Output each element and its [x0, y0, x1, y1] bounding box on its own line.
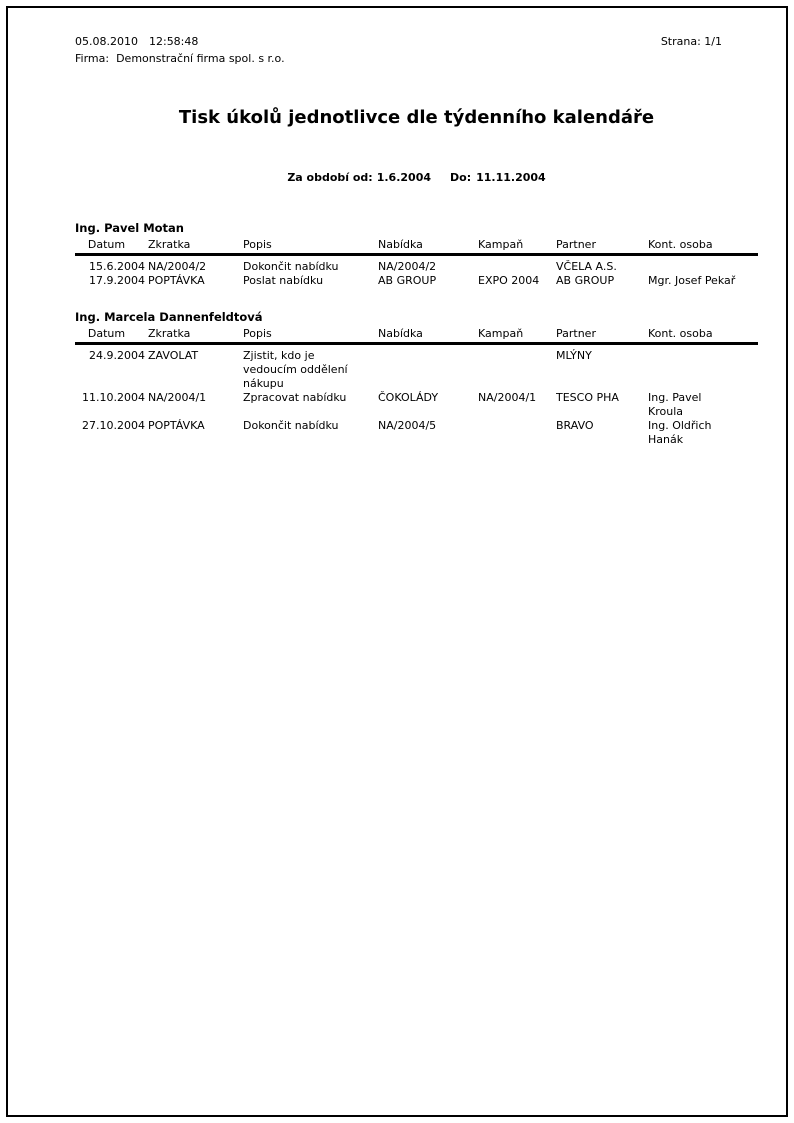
cell-kampan: NA/2004/1 — [478, 391, 537, 404]
cell-kampan — [478, 255, 556, 274]
print-timestamp — [75, 33, 285, 50]
tasks-table — [75, 327, 758, 447]
cell-nabidka — [378, 344, 478, 391]
report-content — [8, 8, 786, 447]
period-to-value: 11.11.2004 — [476, 171, 546, 184]
period-from-value: 1.6.2004 — [376, 171, 431, 184]
column-header-popis: Popis — [243, 327, 378, 342]
cell-kampan — [478, 419, 556, 447]
cell-zkratka: NA/2004/2 — [148, 260, 207, 273]
cell-partner: TESCO PHA — [556, 391, 619, 404]
cell-popis: Poslat nabídku — [243, 274, 324, 287]
person-section — [75, 221, 758, 288]
cell-kont_osoba — [648, 344, 758, 391]
cell-datum: 27.10.2004 — [82, 419, 145, 432]
cell-kont_osoba: Ing. Oldřich Hanák — [648, 419, 712, 446]
column-header-popis: Popis — [243, 238, 378, 253]
person-sections — [75, 221, 758, 447]
cell-partner: VČELA A.S. — [556, 260, 617, 273]
task-row — [75, 344, 758, 391]
cell-kampan: EXPO 2004 — [478, 274, 540, 287]
tasks-table-header — [75, 238, 758, 255]
column-header-kont_osoba: Kont. osoba — [648, 327, 758, 342]
cell-partner: MLÝNY — [556, 349, 592, 362]
page-header-left — [75, 33, 285, 67]
task-row — [75, 255, 758, 274]
column-header-zkratka: Zkratka — [148, 238, 243, 253]
cell-datum: 24.9.2004 — [89, 349, 145, 362]
company-name: Demonstrační firma spol. s r.o. — [116, 52, 285, 65]
task-row — [75, 419, 758, 447]
cell-kont_osoba: Mgr. Josef Pekař — [648, 274, 736, 287]
report-page — [6, 6, 788, 1117]
cell-kont_osoba: Ing. Pavel Kroula — [648, 391, 702, 418]
cell-datum: 15.6.2004 — [89, 260, 145, 273]
cell-kont_osoba — [648, 255, 758, 274]
cell-zkratka: ZAVOLAT — [148, 349, 199, 362]
cell-popis: Zjistit, kdo je vedoucím oddělení nákupu — [243, 349, 348, 390]
column-header-nabidka: Nabídka — [378, 327, 478, 342]
page-number: Strana: 1/1 — [660, 35, 722, 48]
cell-popis: Dokončit nabídku — [243, 419, 339, 432]
period-line — [75, 171, 758, 185]
person-name: Ing. Pavel Motan — [75, 221, 184, 235]
column-header-datum: Datum — [75, 238, 148, 253]
column-header-partner: Partner — [556, 327, 648, 342]
tasks-table-header — [75, 327, 758, 344]
column-header-kont_osoba: Kont. osoba — [648, 238, 758, 253]
cell-nabidka: AB GROUP — [378, 274, 437, 287]
cell-zkratka: POPTÁVKA — [148, 274, 205, 287]
column-header-kampan: Kampaň — [478, 238, 556, 253]
cell-nabidka: NA/2004/2 — [378, 260, 437, 273]
print-date: 05.08.2010 — [75, 35, 138, 48]
cell-partner: AB GROUP — [556, 274, 615, 287]
cell-nabidka: NA/2004/5 — [378, 419, 437, 432]
cell-datum: 17.9.2004 — [89, 274, 145, 287]
cell-nabidka: ČOKOLÁDY — [378, 391, 439, 404]
column-header-nabidka: Nabídka — [378, 238, 478, 253]
cell-partner: BRAVO — [556, 419, 594, 432]
company-label: Firma: — [75, 52, 110, 65]
person-section — [75, 310, 758, 447]
cell-popis: Dokončit nabídku — [243, 260, 339, 273]
cell-zkratka: NA/2004/1 — [148, 391, 207, 404]
cell-zkratka: POPTÁVKA — [148, 419, 205, 432]
company-line — [75, 50, 285, 67]
column-header-zkratka: Zkratka — [148, 327, 243, 342]
period-to-label: Do: — [450, 171, 472, 184]
column-header-kampan: Kampaň — [478, 327, 556, 342]
page-header — [75, 33, 758, 67]
period-from-label: Za období od: — [287, 171, 373, 184]
cell-popis: Zpracovat nabídku — [243, 391, 347, 404]
cell-kampan — [478, 344, 556, 391]
task-row — [75, 274, 758, 288]
column-header-partner: Partner — [556, 238, 648, 253]
tasks-table — [75, 238, 758, 288]
report-title: Tisk úkolů jednotlivce dle týdenního kalendáře — [178, 107, 655, 128]
cell-datum: 11.10.2004 — [82, 391, 145, 404]
person-name: Ing. Marcela Dannenfeldtová — [75, 310, 263, 324]
column-header-datum: Datum — [75, 327, 148, 342]
task-row — [75, 391, 758, 419]
print-time: 12:58:48 — [148, 35, 199, 48]
